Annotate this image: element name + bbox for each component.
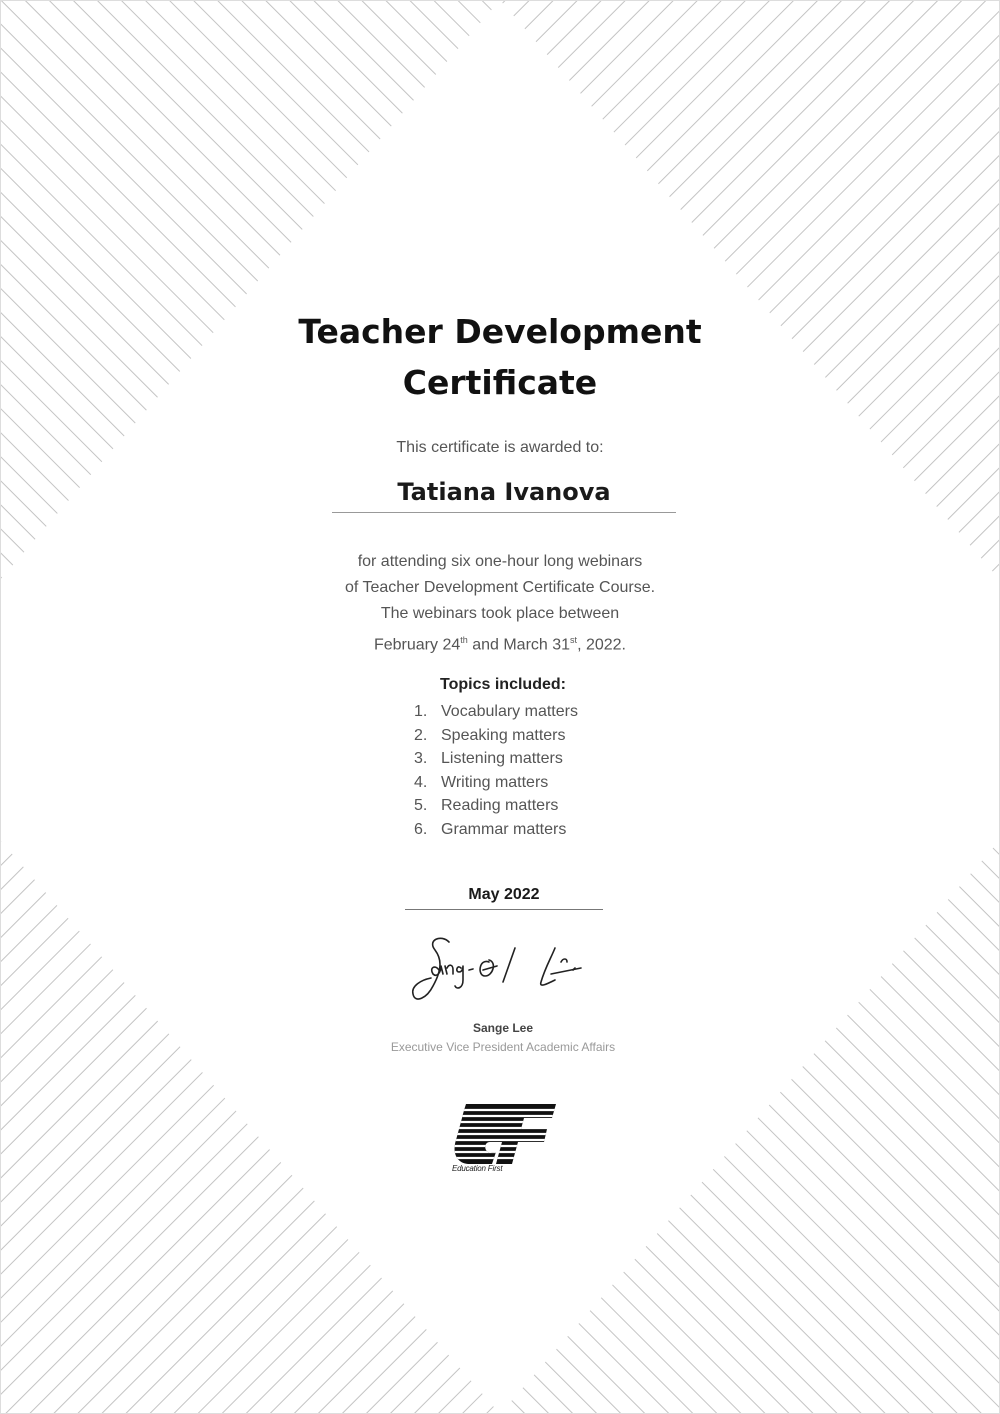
topic-item (414, 747, 578, 771)
awarded-to-text: This certificate is awarded to: (396, 439, 604, 456)
topic-item (414, 794, 578, 818)
topic-number: 3. (414, 750, 428, 768)
recipient-name: Tatiana Ivanova (332, 478, 676, 513)
topic-item (414, 724, 578, 748)
description-date-start: February 24 (373, 636, 461, 654)
topic-label: Listening matters (441, 750, 563, 768)
topic-number: 2. (414, 726, 428, 744)
certificate-date: May 2022 (405, 886, 603, 910)
description-line1: for attending six one-hour long webinars (357, 553, 643, 570)
handwritten-signature (405, 928, 605, 1008)
topic-label: Writing matters (441, 773, 549, 791)
topic-label: Vocabulary matters (441, 703, 578, 720)
topic-label: Speaking matters (441, 726, 566, 744)
topic-number: 6. (414, 820, 428, 838)
topic-item (414, 700, 578, 724)
topics-list (414, 700, 578, 842)
certificate-title (0, 306, 1000, 408)
certificate-title-line2: Certificate (402, 363, 598, 402)
logo-caption: Education First (452, 1164, 503, 1173)
description-date-start-suffix: th (460, 635, 468, 645)
description-year: , 2022. (577, 636, 626, 654)
signer-name: Sange Lee (472, 1021, 534, 1035)
topic-item (414, 771, 578, 795)
topics-heading: Topics included: (440, 676, 566, 693)
description-line3: The webinars took place between (380, 605, 620, 622)
certificate-title-line1: Teacher Development (298, 312, 702, 351)
signer-title: Executive Vice President Academic Affairs (390, 1040, 616, 1054)
topic-item (414, 818, 578, 842)
topic-number: 5. (414, 797, 428, 815)
description-line2: of Teacher Development Certificate Course. (344, 579, 656, 596)
topic-label: Grammar matters (441, 820, 567, 838)
description-date-end: and March 31 (467, 636, 571, 654)
topic-label: Reading matters (441, 797, 559, 815)
certificate-description (0, 549, 1000, 658)
description-date-end-suffix: st (570, 635, 578, 645)
topic-number: 4. (414, 773, 428, 791)
topic-number: 1. (414, 703, 428, 720)
description-line4 (0, 627, 1000, 658)
